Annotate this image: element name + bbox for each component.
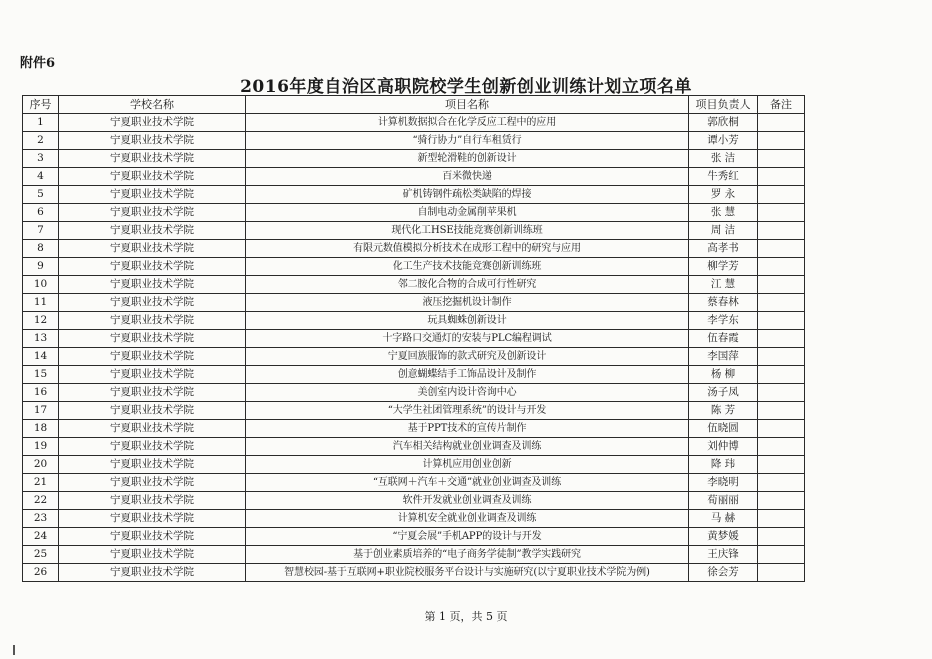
attachment-label: 附件6 (20, 56, 56, 71)
cell-project: 智慧校园-基于互联网+职业院校服务平台设计与实施研究(以宁夏职业技术学院为例) (246, 564, 689, 582)
table-row (23, 240, 805, 258)
table-row (23, 294, 805, 312)
table-row (23, 258, 805, 276)
cell-school: 宁夏职业技术学院 (59, 312, 246, 330)
cell-project: 有限元数值模拟分析技术在成形工程中的研究与应用 (246, 240, 689, 258)
cell-remark (758, 474, 805, 492)
table-row (23, 330, 805, 348)
table-row (23, 384, 805, 402)
cell-leader: 郭欣桐 (689, 114, 758, 132)
cell-no: 23 (23, 510, 59, 528)
cell-remark (758, 168, 805, 186)
table-row (23, 366, 805, 384)
project-list-table (22, 95, 805, 582)
table-row (23, 168, 805, 186)
cell-school: 宁夏职业技术学院 (59, 528, 246, 546)
cell-remark (758, 348, 805, 366)
cell-school: 宁夏职业技术学院 (59, 348, 246, 366)
cell-project: 邻二胺化合物的合成可行性研究 (246, 276, 689, 294)
cell-no: 8 (23, 240, 59, 258)
cell-school: 宁夏职业技术学院 (59, 510, 246, 528)
table-row (23, 564, 805, 582)
cell-project: 宁夏回族服饰的款式研究及创新设计 (246, 348, 689, 366)
cell-project: 基于PPT技术的宣传片制作 (246, 420, 689, 438)
table-row (23, 456, 805, 474)
page-footer: 第 1 页，共 5 页 (424, 610, 508, 623)
cell-remark (758, 492, 805, 510)
cell-no: 14 (23, 348, 59, 366)
cell-school: 宁夏职业技术学院 (59, 330, 246, 348)
cell-remark (758, 420, 805, 438)
cell-leader: 张 慧 (689, 204, 758, 222)
header-remark: 备注 (758, 96, 805, 114)
cell-project: 美创室内设计咨询中心 (246, 384, 689, 402)
cell-project: 计算机安全就业创业调查及训练 (246, 510, 689, 528)
cell-remark (758, 132, 805, 150)
cell-school: 宁夏职业技术学院 (59, 222, 246, 240)
cell-leader: 降 玮 (689, 456, 758, 474)
table-row (23, 312, 805, 330)
cell-no: 12 (23, 312, 59, 330)
cell-leader: 徐会芳 (689, 564, 758, 582)
cell-remark (758, 114, 805, 132)
cell-remark (758, 528, 805, 546)
cell-leader: 谭小芳 (689, 132, 758, 150)
table-row (23, 348, 805, 366)
cell-remark (758, 276, 805, 294)
cell-no: 3 (23, 150, 59, 168)
header-leader: 项目负责人 (689, 96, 758, 114)
cell-remark (758, 294, 805, 312)
cell-leader: 刘仲博 (689, 438, 758, 456)
cell-no: 5 (23, 186, 59, 204)
table-row (23, 420, 805, 438)
cell-no: 26 (23, 564, 59, 582)
cell-leader: 伍晓圆 (689, 420, 758, 438)
cell-no: 16 (23, 384, 59, 402)
cell-remark (758, 258, 805, 276)
table-row (23, 132, 805, 150)
cell-project: 百米微快递 (246, 168, 689, 186)
cell-leader: 罗 永 (689, 186, 758, 204)
cell-remark (758, 330, 805, 348)
cell-no: 2 (23, 132, 59, 150)
cell-remark (758, 150, 805, 168)
cell-leader: 王庆锋 (689, 546, 758, 564)
cell-leader: 杨 柳 (689, 366, 758, 384)
cell-school: 宁夏职业技术学院 (59, 186, 246, 204)
cell-no: 17 (23, 402, 59, 420)
cell-project: 现代化工HSE技能竞赛创新训练班 (246, 222, 689, 240)
cell-no: 19 (23, 438, 59, 456)
cell-no: 21 (23, 474, 59, 492)
header-no: 序号 (23, 96, 59, 114)
cell-school: 宁夏职业技术学院 (59, 366, 246, 384)
cell-remark (758, 438, 805, 456)
cell-leader: 汤子凤 (689, 384, 758, 402)
cell-no: 11 (23, 294, 59, 312)
cell-project: 液压挖掘机设计制作 (246, 294, 689, 312)
cell-school: 宁夏职业技术学院 (59, 438, 246, 456)
cell-project: “互联网＋汽车＋交通”就业创业调查及训练 (246, 474, 689, 492)
document-title: 2016年度自治区高职院校学生创新创业训练计划立项名单 (240, 77, 692, 97)
cell-school: 宁夏职业技术学院 (59, 276, 246, 294)
cell-no: 20 (23, 456, 59, 474)
table-row (23, 492, 805, 510)
cell-remark (758, 510, 805, 528)
table-row (23, 510, 805, 528)
cell-project: 创意蝴蝶结手工饰品设计及制作 (246, 366, 689, 384)
table-row (23, 528, 805, 546)
cell-school: 宁夏职业技术学院 (59, 240, 246, 258)
cell-remark (758, 366, 805, 384)
cell-school: 宁夏职业技术学院 (59, 474, 246, 492)
table-row (23, 438, 805, 456)
cell-project: 基于创业素质培养的“电子商务学徒制”教学实践研究 (246, 546, 689, 564)
cell-leader: 黄梦媛 (689, 528, 758, 546)
cell-school: 宁夏职业技术学院 (59, 564, 246, 582)
cell-no: 6 (23, 204, 59, 222)
cell-leader: 高孝书 (689, 240, 758, 258)
scan-edge-mark (13, 645, 15, 655)
cell-no: 9 (23, 258, 59, 276)
cell-no: 1 (23, 114, 59, 132)
cell-project: 汽车相关结构就业创业调查及训练 (246, 438, 689, 456)
cell-leader: 陈 芳 (689, 402, 758, 420)
cell-leader: 伍春霞 (689, 330, 758, 348)
table-row (23, 150, 805, 168)
table-body (23, 114, 805, 582)
table-row (23, 186, 805, 204)
cell-school: 宁夏职业技术学院 (59, 402, 246, 420)
cell-school: 宁夏职业技术学院 (59, 258, 246, 276)
table-row (23, 204, 805, 222)
cell-project: “骑行协力”自行车租赁行 (246, 132, 689, 150)
cell-project: 十字路口交通灯的安装与PLC编程调试 (246, 330, 689, 348)
cell-remark (758, 222, 805, 240)
cell-leader: 李学东 (689, 312, 758, 330)
cell-project: “大学生社团管理系统”的设计与开发 (246, 402, 689, 420)
table-row (23, 402, 805, 420)
cell-project: 化工生产技术技能竞赛创新训练班 (246, 258, 689, 276)
table-row (23, 546, 805, 564)
cell-remark (758, 186, 805, 204)
cell-remark (758, 204, 805, 222)
cell-no: 7 (23, 222, 59, 240)
cell-no: 25 (23, 546, 59, 564)
cell-school: 宁夏职业技术学院 (59, 294, 246, 312)
cell-remark (758, 384, 805, 402)
cell-remark (758, 240, 805, 258)
cell-remark (758, 564, 805, 582)
cell-no: 13 (23, 330, 59, 348)
cell-school: 宁夏职业技术学院 (59, 456, 246, 474)
table-row (23, 276, 805, 294)
table-row (23, 474, 805, 492)
cell-project: 自制电动金属削苹果机 (246, 204, 689, 222)
header-project: 项目名称 (246, 96, 689, 114)
table-row (23, 114, 805, 132)
cell-remark (758, 546, 805, 564)
header-school: 学校名称 (59, 96, 246, 114)
cell-remark (758, 312, 805, 330)
cell-school: 宁夏职业技术学院 (59, 168, 246, 186)
cell-no: 10 (23, 276, 59, 294)
cell-project: 玩具蜘蛛创新设计 (246, 312, 689, 330)
cell-leader: 周 洁 (689, 222, 758, 240)
cell-project: 计算机应用创业创新 (246, 456, 689, 474)
cell-remark (758, 456, 805, 474)
cell-leader: 马 赫 (689, 510, 758, 528)
cell-leader: 张 洁 (689, 150, 758, 168)
cell-project: “宁夏会展”手机APP的设计与开发 (246, 528, 689, 546)
cell-no: 15 (23, 366, 59, 384)
cell-school: 宁夏职业技术学院 (59, 114, 246, 132)
table-header-row (23, 96, 805, 114)
table-row (23, 222, 805, 240)
cell-remark (758, 402, 805, 420)
cell-project: 计算机数据拟合在化学反应工程中的应用 (246, 114, 689, 132)
cell-leader: 李晓明 (689, 474, 758, 492)
cell-leader: 牛秀红 (689, 168, 758, 186)
cell-school: 宁夏职业技术学院 (59, 420, 246, 438)
cell-no: 22 (23, 492, 59, 510)
cell-school: 宁夏职业技术学院 (59, 384, 246, 402)
cell-school: 宁夏职业技术学院 (59, 150, 246, 168)
cell-project: 矿机铸钢件疏松类缺陷的焊接 (246, 186, 689, 204)
cell-no: 4 (23, 168, 59, 186)
cell-project: 软件开发就业创业调查及训练 (246, 492, 689, 510)
cell-leader: 江 慧 (689, 276, 758, 294)
cell-school: 宁夏职业技术学院 (59, 204, 246, 222)
cell-leader: 柳学芳 (689, 258, 758, 276)
cell-project: 新型轮滑鞋的创新设计 (246, 150, 689, 168)
cell-school: 宁夏职业技术学院 (59, 492, 246, 510)
cell-leader: 蔡春林 (689, 294, 758, 312)
cell-no: 18 (23, 420, 59, 438)
cell-leader: 李国萍 (689, 348, 758, 366)
cell-school: 宁夏职业技术学院 (59, 132, 246, 150)
cell-leader: 荀丽丽 (689, 492, 758, 510)
cell-no: 24 (23, 528, 59, 546)
cell-school: 宁夏职业技术学院 (59, 546, 246, 564)
